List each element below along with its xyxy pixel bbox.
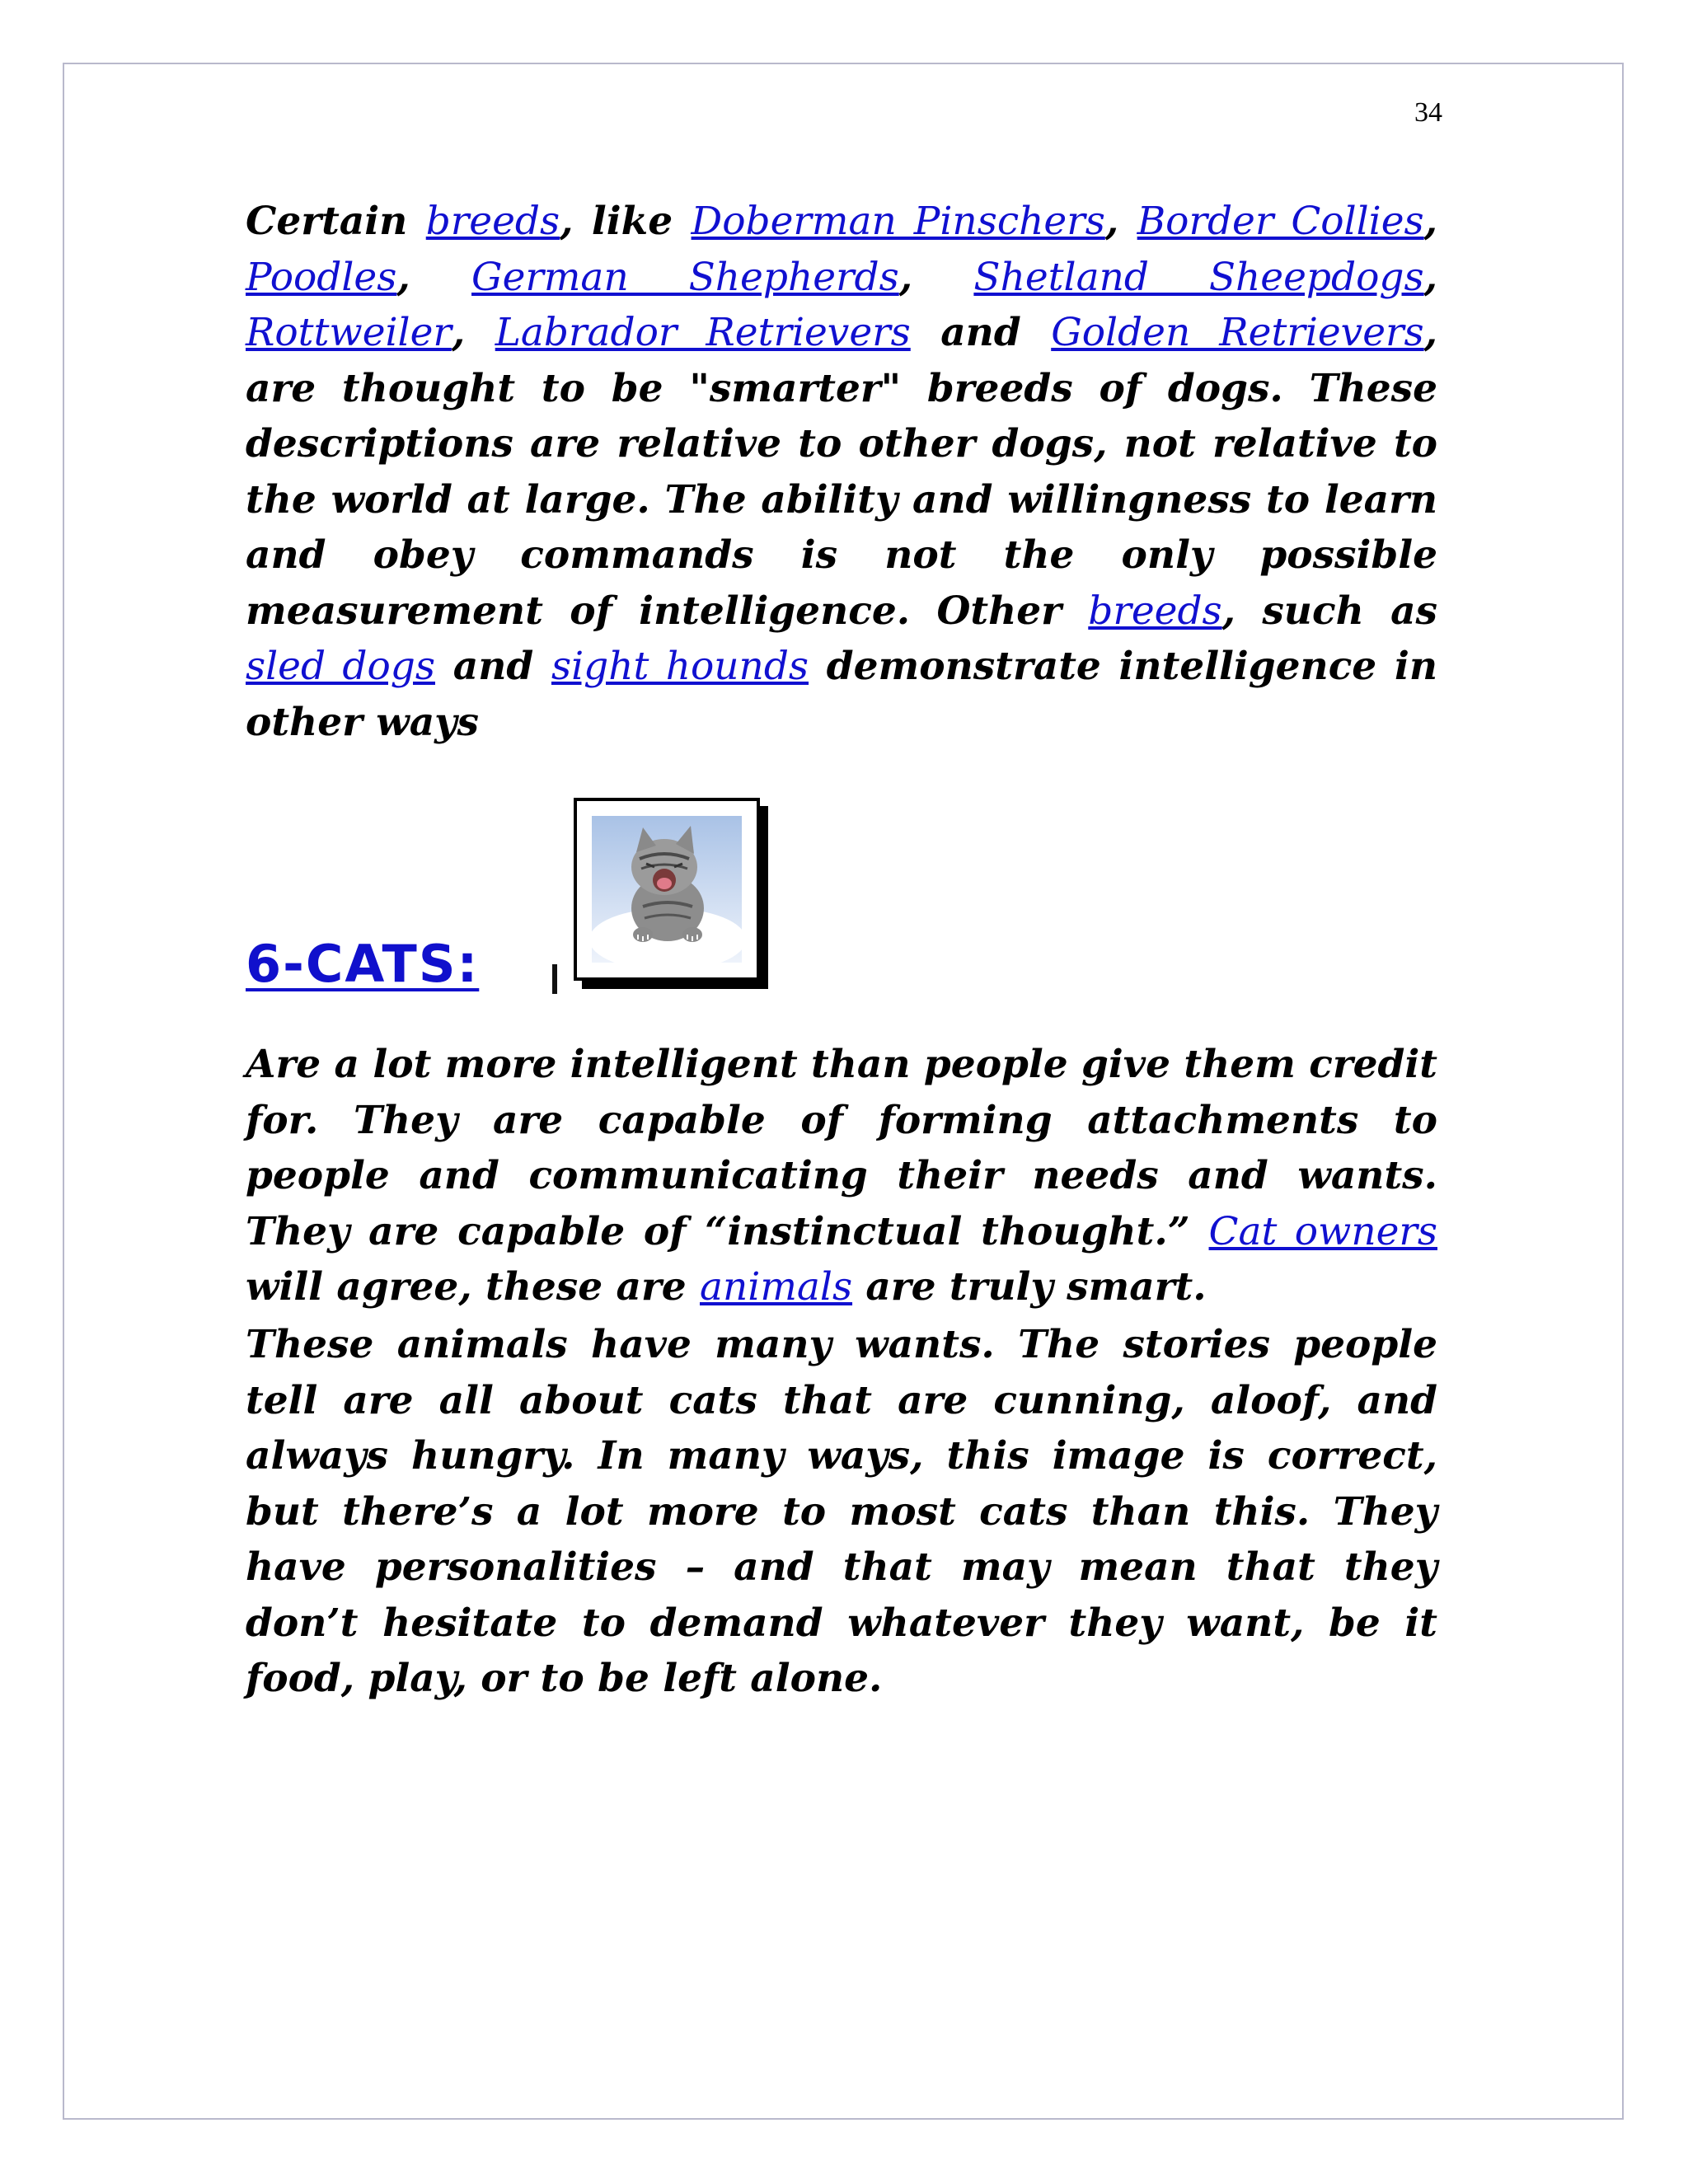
text-run: , [451,310,495,355]
intro-paragraph [246,194,1437,750]
section-heading-text: 6-CATS: [246,934,480,994]
cats-paragraph-1 [246,1037,1437,1315]
text-run: are truly smart. [852,1264,1207,1310]
cats-paragraph-2: These animals have many wants. The stories people tell are all about cats that are cunning, aloof, and always hungry. In many ways, this image is correct, but there’s a lot more to most cats than this. They have personalities – and that may mean that they don’t hesitate to demand whatever they want, be it food, play, or to be left alone. [246,1322,1437,1701]
kitten-photo [592,816,742,963]
page-number: 34 [1414,97,1442,128]
link-breeds-2[interactable]: breeds [1088,588,1222,634]
text-run: , such as [1221,588,1437,634]
text-run: and [910,310,1052,355]
kitten-photo-frame [574,798,760,981]
link-shetland-sheepdogs[interactable]: Shetland Sheepdogs [973,254,1424,300]
text-run: , are thought to be "smarter" breeds of dogs. These descriptions are relative to other dogs, not relative to the world at large. The ability and willingness to learn and obey commands is not the only possible measurement of intelligence. Other [246,310,1438,634]
text-run: , [396,254,472,300]
link-cat-owners[interactable]: Cat owners [1208,1208,1437,1254]
link-golden-retrievers[interactable]: Golden Retrievers [1051,310,1424,355]
link-border-collies[interactable]: Border Collies [1137,199,1424,244]
link-doberman-pinschers[interactable]: Doberman Pinschers [691,199,1105,244]
text-run: and [434,644,551,689]
link-animals[interactable]: animals [700,1264,853,1310]
text-run: will agree, these are [246,1264,700,1310]
text-run: , [898,254,974,300]
link-sight-hounds[interactable]: sight hounds [551,644,809,689]
text-run: Are a lot more intelligent than people give them credit for. They are capable of forming attachments to people and communicating their needs and wants. They are capable of “instinctual thought.” [246,1042,1437,1254]
text-run: Certain [246,199,426,244]
link-german-shepherds[interactable]: German Shepherds [471,254,899,300]
section-heading-cats[interactable] [246,933,479,996]
text-run: demonstrate intelligence in other ways [246,644,1437,745]
text-run: , [1104,199,1137,244]
link-labrador-retrievers[interactable]: Labrador Retrievers [495,310,911,355]
text-run: , [1423,254,1437,300]
text-run: , like [560,199,692,244]
link-breeds[interactable]: breeds [425,199,560,244]
link-poodles[interactable]: Poodles [246,254,397,300]
text-cursor [552,964,557,994]
text-run: , [1423,199,1437,244]
link-rottweiler[interactable]: Rottweiler [246,310,452,355]
link-sled-dogs[interactable]: sled dogs [246,644,435,689]
